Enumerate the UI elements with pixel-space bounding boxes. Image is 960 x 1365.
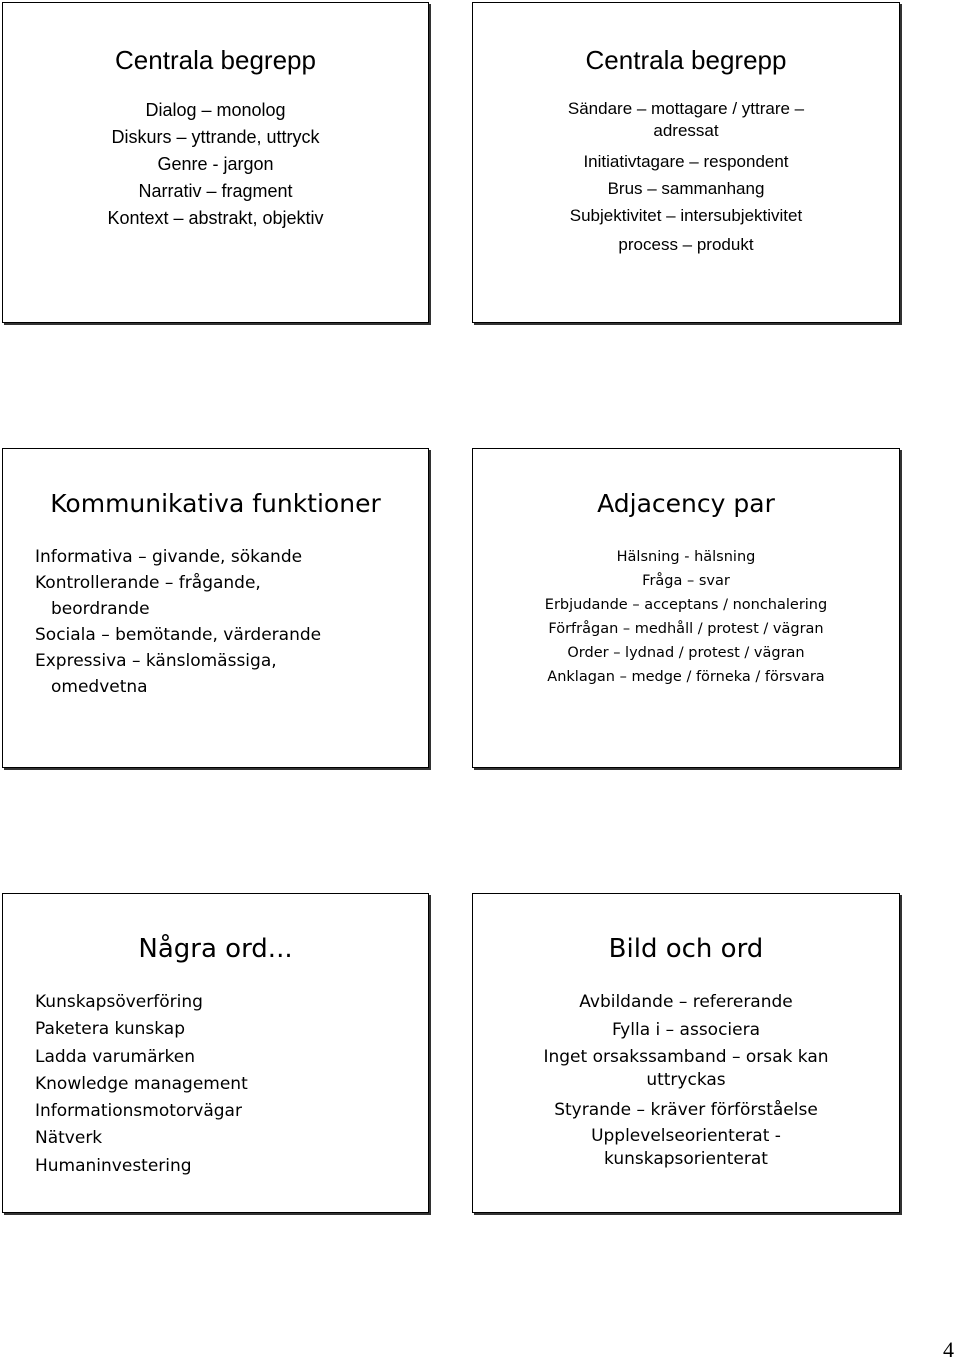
slide-line: Avbildande – refererande [579,992,793,1012]
slide-title: Bild och ord [608,934,764,964]
slide-content [473,545,899,689]
slide-line: Brus – sammanhang [607,179,765,198]
slide-line: Kontrollerande – frågande, [35,573,261,593]
slide-line: Order – lydnad / protest / vägran [567,645,805,661]
slide-centrala-begrepp-2 [472,2,900,323]
slide-adjacency-par [472,448,900,768]
slide-line: Narrativ – fragment [138,181,293,201]
slide-line: Knowledge management [35,1073,248,1094]
slide-line: Anklagan – medge / förneka / försvara [547,669,825,685]
page-number: 4 [943,1337,954,1362]
slide-title: Kommunikativa funktioner [50,489,381,518]
slide-line: Fråga – svar [642,573,730,589]
slide-line: Dialog – monolog [145,100,286,120]
slide-centrala-begrepp-1 [2,2,429,323]
slide-content [3,97,428,232]
slide-bild-och-ord [472,893,900,1213]
slide-line: Styrande – kräver förförståelse [554,1100,818,1120]
slide-line: Informativa – givande, sökande [35,547,303,567]
slide-content [473,98,899,258]
slide-line: Expressiva – känslomässiga, [35,651,277,671]
slide-line: Kontext – abstrakt, objektiv [107,208,324,228]
slide-title: Centrala begrepp [585,45,787,75]
slide-line: Paketera kunskap [35,1019,186,1040]
slide-line: Nätverk [35,1128,103,1149]
slide-content [35,544,428,700]
slide-line: uttryckas [646,1070,726,1090]
slide-line: Subjektivitet – intersubjektivitet [569,206,803,225]
slide-line: Upplevelseorienterat - [591,1126,781,1146]
slide-line: adressat [653,121,719,140]
slide-title: Adjacency par [597,489,775,518]
slide-line: Diskurs – yttrande, uttryck [111,127,320,147]
slide-line: Hälsning - hälsning [616,549,756,565]
slide-content [473,989,899,1170]
slide-line: Informationsmotorvägar [35,1101,242,1122]
slide-line: beordrande [51,599,150,619]
slide-line: Ladda varumärken [35,1046,195,1067]
slide-line: kunskapsorienterat [604,1149,768,1169]
slide-title: Centrala begrepp [115,45,316,75]
slide-line: omedvetna [51,677,148,697]
slide-title: Några ord... [138,934,293,964]
slide-line: Genre - jargon [157,154,274,174]
slide-line: Erbjudande – acceptans / nonchalering [544,597,828,613]
slide-line: Förfrågan – medhåll / protest / vägran [548,621,824,637]
slide-line: Inget orsakssamband – orsak kan [543,1047,829,1067]
slide-content [35,989,428,1180]
slide-line: Kunskapsöverföring [35,992,203,1012]
slide-line: Fylla i – associera [611,1020,761,1040]
slide-kommunikativa-funktioner [2,448,429,768]
slide-line: Humaninvestering [35,1155,192,1176]
slide-line: Sociala – bemötande, värderande [35,625,322,645]
slide-line: Sändare – mottagare / yttrare – [567,99,805,118]
slide-line: process – produkt [618,235,754,254]
slide-line: Initiativtagare – respondent [583,152,789,171]
slide-nagra-ord [2,893,429,1213]
